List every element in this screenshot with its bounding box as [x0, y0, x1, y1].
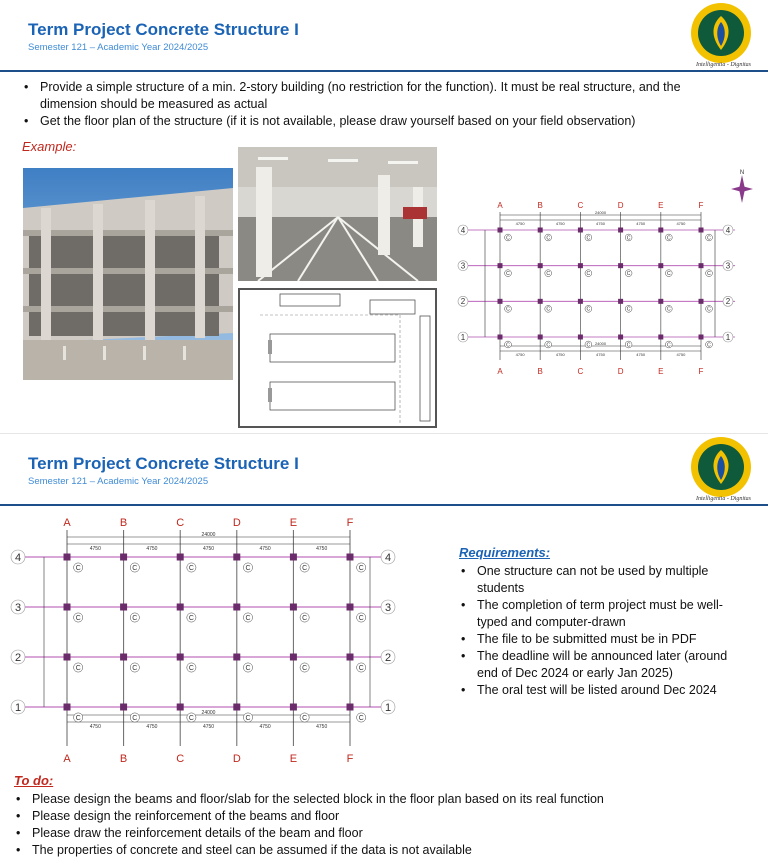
column-tag-label: C: [75, 615, 81, 623]
column-label-bottom: B: [537, 367, 543, 376]
example-label: Example:: [22, 139, 77, 154]
todo-label: To do:: [14, 773, 54, 788]
bullet-item: • Provide a simple structure of a min. 2-story building (no restriction for the function). It must be real structure, and the dimension should be measured as actual: [22, 79, 712, 113]
dimension-span-top: 4750: [146, 546, 158, 552]
column-tag-label: C: [358, 565, 364, 573]
column-marker: [120, 604, 127, 611]
todo-item: • Please draw the reinforcement details of the beam and floor: [14, 825, 754, 842]
slide-2: [0, 433, 768, 867]
floor-plan-small: [455, 198, 765, 380]
row-label-left: 3: [460, 261, 466, 271]
column-label-bottom: A: [63, 753, 71, 765]
column-marker: [290, 554, 297, 561]
column-label-top: B: [537, 201, 543, 210]
column-tag-label: C: [707, 271, 711, 278]
column-tag-label: C: [245, 715, 251, 723]
requirement-item: • One structure can not be used by multiple students: [459, 563, 749, 597]
column-marker: [578, 299, 583, 304]
column-marker: [290, 704, 297, 711]
todo-item: • Please design the beams and floor/slab for the selected block in the floor plan based on its real function: [14, 791, 754, 808]
column-marker: [177, 654, 184, 661]
column-marker: [578, 263, 583, 268]
slide-1-subtitle: Semester 121 – Academic Year 2024/2025: [28, 42, 209, 53]
project-bullets: [22, 79, 712, 130]
column-marker: [120, 554, 127, 561]
column-label-top: C: [176, 517, 185, 529]
column-label-bottom: D: [232, 753, 241, 765]
header-rule: [0, 504, 768, 506]
parking-garage-interior-photo: [238, 147, 437, 281]
column-tag-label: C: [586, 306, 591, 313]
dimension-span-top: 4750: [676, 221, 686, 226]
column-marker: [699, 228, 704, 233]
column-label-bottom: D: [617, 367, 624, 376]
todo-item: • The properties of concrete and steel can be assumed if the data is not available: [14, 842, 754, 859]
column-marker: [578, 228, 583, 233]
column-label-top: F: [346, 517, 354, 529]
column-tag-label: C: [75, 715, 81, 723]
column-tag-label: C: [707, 342, 711, 349]
row-label-left: 2: [14, 651, 22, 664]
dimension-span-bottom: 4750: [676, 352, 686, 357]
column-label-top: E: [289, 517, 298, 529]
column-marker: [64, 554, 71, 561]
column-tag-label: C: [707, 306, 711, 313]
row-label-right: 1: [384, 701, 392, 714]
column-marker: [64, 604, 71, 611]
dimension-total-top: 24000: [594, 210, 607, 215]
requirement-item: • The completion of term project must be well-typed and computer-drawn: [459, 597, 749, 631]
dimension-span-top: 4750: [636, 221, 646, 226]
column-label-top: A: [63, 517, 71, 529]
row-label-right: 2: [725, 297, 731, 307]
column-marker: [177, 704, 184, 711]
column-tag-label: C: [506, 271, 510, 278]
slide-1-title: Term Project Concrete Structure I: [28, 20, 299, 39]
column-tag-label: C: [506, 235, 510, 242]
column-label-bottom: C: [176, 753, 185, 765]
dimension-span-bottom: 4750: [555, 352, 565, 357]
column-tag-label: C: [666, 306, 671, 313]
column-tag-label: C: [546, 342, 551, 349]
dimension-span-bottom: 4750: [515, 352, 525, 357]
dimension-span-top: 4750: [555, 221, 565, 226]
column-marker: [699, 299, 704, 304]
column-marker: [64, 654, 71, 661]
column-marker: [233, 604, 240, 611]
dimension-total-bottom: 24000: [594, 341, 607, 346]
column-label-top: D: [617, 201, 624, 210]
column-tag-label: C: [245, 565, 251, 573]
column-label-bottom: E: [289, 753, 298, 765]
bullet-item: • Get the floor plan of the structure (if it is not available, please draw yourself based on your field observation): [22, 113, 712, 130]
column-tag-label: C: [75, 665, 81, 673]
column-label-bottom: F: [698, 367, 704, 376]
column-tag-label: C: [666, 342, 671, 349]
todo-item: • Please design the reinforcement of the beams and floor: [14, 808, 754, 825]
column-marker: [658, 228, 663, 233]
column-marker: [347, 654, 354, 661]
column-tag-label: C: [132, 565, 138, 573]
column-marker: [233, 654, 240, 661]
column-tag-label: C: [666, 271, 671, 278]
column-marker: [538, 228, 543, 233]
column-label-top: C: [577, 201, 584, 210]
dimension-span-top: 4750: [515, 221, 525, 226]
column-tag-label: C: [546, 235, 551, 242]
row-label-right: 2: [384, 651, 392, 664]
row-label-left: 4: [14, 551, 22, 564]
column-marker: [658, 263, 663, 268]
slide-2-subtitle: Semester 121 – Academic Year 2024/2025: [28, 476, 209, 487]
column-tag-label: C: [188, 565, 194, 573]
column-tag-label: C: [586, 271, 591, 278]
column-marker: [498, 335, 503, 340]
dimension-span-top: 4750: [202, 546, 215, 552]
row-label-right: 1: [725, 332, 731, 342]
column-marker: [538, 263, 543, 268]
row-label-left: 3: [14, 601, 22, 614]
column-tag-label: C: [707, 235, 711, 242]
column-label-top: A: [497, 201, 503, 210]
column-label-bottom: F: [346, 753, 354, 765]
dimension-span-top: 4750: [89, 546, 101, 552]
column-tag-label: C: [626, 306, 631, 313]
column-marker: [498, 228, 503, 233]
column-tag-label: C: [358, 715, 364, 723]
column-tag-label: C: [132, 715, 138, 723]
dimension-span-bottom: 4750: [259, 724, 271, 730]
column-tag-label: C: [188, 615, 194, 623]
dimension-span-bottom: 4750: [636, 352, 646, 357]
column-marker: [120, 654, 127, 661]
column-label-bottom: A: [497, 367, 503, 376]
logo-caption: Intelligentia - Dignitas: [696, 62, 751, 68]
requirements-list: [459, 563, 749, 699]
column-marker: [578, 335, 583, 340]
column-label-top: E: [658, 201, 664, 210]
row-label-right: 4: [725, 225, 731, 235]
dimension-span-bottom: 4750: [89, 724, 101, 730]
column-marker: [618, 228, 623, 233]
dimension-span-bottom: 4750: [202, 724, 215, 730]
column-label-top: B: [119, 517, 128, 529]
university-logo: [690, 436, 752, 498]
north-label: N: [739, 170, 745, 176]
column-label-bottom: B: [119, 753, 128, 765]
dimension-span-top: 4750: [259, 546, 271, 552]
column-marker: [177, 554, 184, 561]
column-tag-label: C: [302, 565, 308, 573]
row-label-left: 1: [14, 701, 22, 714]
column-marker: [347, 554, 354, 561]
dimension-span-bottom: 4750: [146, 724, 158, 730]
column-marker: [290, 604, 297, 611]
requirement-item: • The file to be submitted must be in PDF: [459, 631, 749, 648]
parking-layout-plan: [238, 288, 437, 428]
row-label-left: 1: [460, 332, 466, 342]
column-tag-label: C: [666, 235, 671, 242]
dimension-span-bottom: 4750: [596, 352, 605, 357]
column-marker: [347, 704, 354, 711]
column-tag-label: C: [302, 715, 308, 723]
column-tag-label: C: [586, 342, 591, 349]
column-tag-label: C: [358, 615, 364, 623]
column-label-bottom: E: [658, 367, 664, 376]
column-tag-label: C: [506, 342, 510, 349]
column-marker: [699, 335, 704, 340]
column-tag-label: C: [188, 665, 194, 673]
column-marker: [658, 299, 663, 304]
column-tag-label: C: [626, 342, 631, 349]
column-tag-label: C: [245, 665, 251, 673]
requirement-item: • The deadline will be announced later (around end of Dec 2024 or early Jan 2025): [459, 648, 749, 682]
column-tag-label: C: [546, 271, 551, 278]
column-tag-label: C: [626, 235, 631, 242]
dimension-span-bottom: 4750: [316, 724, 328, 730]
row-label-right: 3: [725, 261, 731, 271]
parking-garage-exterior-photo: [23, 168, 233, 380]
column-tag-label: C: [506, 306, 510, 313]
dimension-total-top: 24000: [201, 532, 216, 538]
logo-caption: Intelligentia - Dignitas: [696, 496, 751, 502]
column-marker: [347, 604, 354, 611]
column-marker: [618, 299, 623, 304]
column-marker: [699, 263, 704, 268]
column-label-top: D: [232, 517, 241, 529]
column-marker: [658, 335, 663, 340]
column-tag-label: C: [626, 271, 631, 278]
dimension-total-bottom: 24000: [201, 710, 216, 716]
university-logo: [690, 2, 752, 64]
header-rule: [0, 70, 768, 72]
column-tag-label: C: [302, 665, 308, 673]
dimension-span-top: 4750: [596, 221, 605, 226]
column-tag-label: C: [75, 565, 81, 573]
column-tag-label: C: [132, 665, 138, 673]
column-marker: [618, 335, 623, 340]
requirements-label: Requirements:: [459, 545, 551, 560]
column-tag-label: C: [586, 235, 591, 242]
column-marker: [618, 263, 623, 268]
slide-2-title: Term Project Concrete Structure I: [28, 454, 299, 473]
floor-plan-large: [8, 514, 408, 768]
column-marker: [538, 299, 543, 304]
column-marker: [498, 263, 503, 268]
column-marker: [498, 299, 503, 304]
column-marker: [538, 335, 543, 340]
column-tag-label: C: [245, 615, 251, 623]
dimension-span-top: 4750: [316, 546, 328, 552]
todo-list: [14, 791, 754, 859]
column-marker: [290, 654, 297, 661]
column-tag-label: C: [358, 665, 364, 673]
column-marker: [120, 704, 127, 711]
column-marker: [64, 704, 71, 711]
row-label-right: 3: [384, 601, 392, 614]
column-tag-label: C: [546, 306, 551, 313]
row-label-left: 4: [460, 225, 466, 235]
column-label-top: F: [698, 201, 704, 210]
column-marker: [233, 704, 240, 711]
column-marker: [177, 604, 184, 611]
row-label-right: 4: [384, 551, 392, 564]
column-tag-label: C: [188, 715, 194, 723]
requirement-item: • The oral test will be listed around Dec 2024: [459, 682, 749, 699]
column-marker: [233, 554, 240, 561]
column-label-bottom: C: [577, 367, 584, 376]
column-tag-label: C: [302, 615, 308, 623]
slide-1: [0, 0, 768, 433]
column-tag-label: C: [132, 615, 138, 623]
row-label-left: 2: [460, 297, 466, 307]
